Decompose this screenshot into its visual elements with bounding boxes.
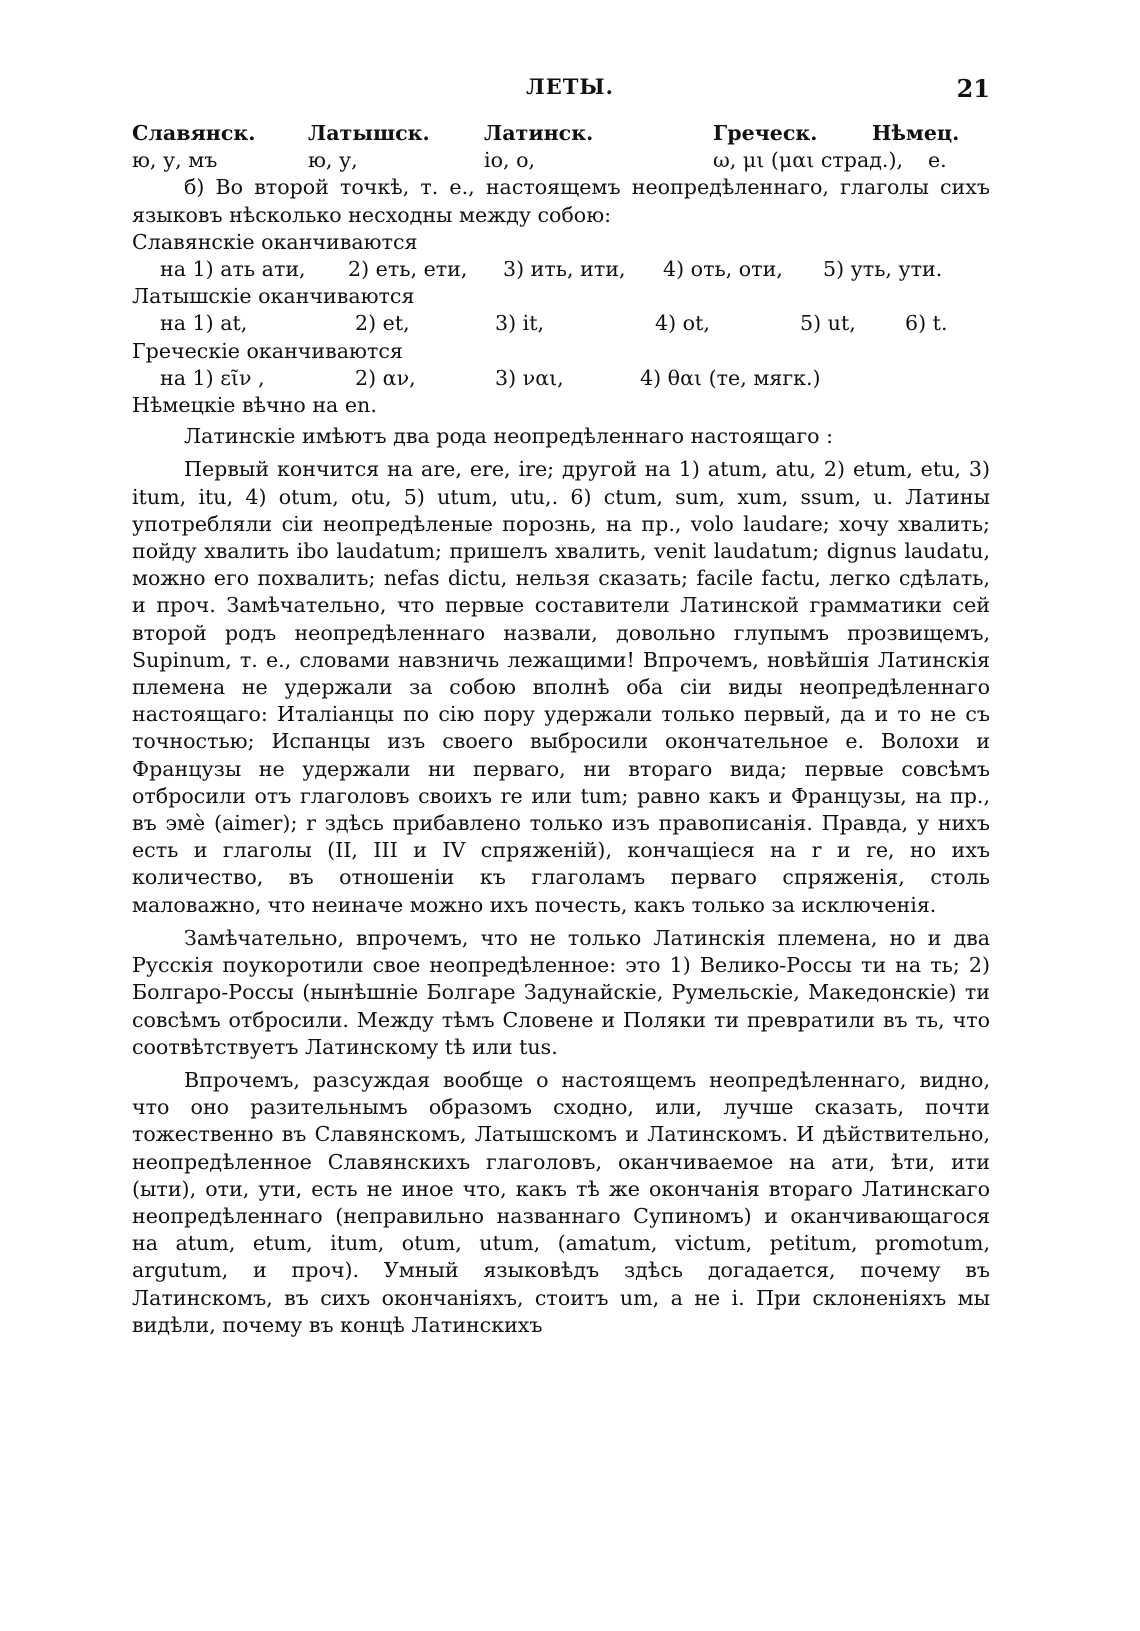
latvian-ending-6: 6) t. (905, 311, 948, 336)
page-header (0, 74, 1140, 104)
latvian-endings (132, 310, 990, 337)
value-greek: ω, μι (μαι страд.), (713, 148, 904, 173)
slavic-ending-5: 5) уть, ути. (823, 257, 943, 282)
value-german: e. (928, 148, 947, 173)
body-text (132, 120, 990, 1339)
german-line: Нѣмецкіе вѣчно на en. (132, 393, 377, 418)
slavic-label: Славянскіе оканчиваются (132, 229, 418, 254)
paragraph-3: Впрочемъ, разсуждая вообще о настоящемъ неопредѣленнаго, видно, что оно разительнымъ образомъ сходно, или, лучше сказать, почти тожественно въ Славянскомъ, Латышскомъ и Латинскомъ. И дѣйствительно, неопредѣленное Славянскихъ глаголовъ, оканчиваемое на ати, ѣти, ити (ыти), оти, ути, есть не иное что, какъ тѣ же окончанія втораго Латинскаго неопредѣленнаго (неправильно названнаго Супиномъ) и оканчивающагося на atum, etum, itum, otum, utum, (amatum, victum, petitum, promotum, argutum, и проч). Умный языковѣдъ здѣсь догадается, почему въ Латинскомъ, въ сихъ окончаніяхъ, стоитъ um, а не i. При склоненіяхъ мы видѣли, почему въ концѣ Латинскихъ (132, 1067, 990, 1337)
slavic-endings (132, 256, 990, 283)
language-headers (132, 120, 990, 147)
value-latvian: ю, у, (308, 148, 358, 173)
latvian-ending-5: 5) ut, (800, 311, 856, 336)
paragraph-1: Первый кончится на are, ere, ire; другой на 1) atum, atu, 2) etum, etu, 3) itum, itu, 4) otum, otu, 5) utum, utu,. 6) ctum, sum, xum, ssum, u. Латины употребляли сіи неопредѣленые порознь, на пр., volo laudare; хочу хвалить; пойду хвалить ibo laudatum; пришелъ хвалить, venit laudatum; dignus laudatu, можно его похвалить; nefas dictu, нельзя сказать; facile factu, легко сдѣлать, и проч. Замѣчательно, что первые составители Латинской грамматики сей второй родъ неопредѣленнаго назвали, довольно глупымъ прозвищемъ, Supinum, т. е., словами навзничь лежащими! Впрочемъ, новѣйшія Латинскія племена не удержали за собою вполнѣ оба сіи виды неопредѣленнаго настоящаго: Италіанцы по сію пору удержали только первый, да и то не съ точностью; Испанцы изъ своего выбросили окончательное e. Волохи и Французы не удержали ни перваго, ни втораго вида; первые совсѣмъ отбросили отъ глаголовъ своихъ re или tum; равно какъ и Французы, на пр., въ эмè (aimer); r здѣсь прибавлено только изъ правописанія. Правда, у нихъ есть и глаголы (II, III и IV спряженій), кончащіеся на r и re, но ихъ количество, въ отношеніи къ глаголамъ перваго спряженія, столь маловажно, что неиначе можно ихъ почесть, какъ только за исключенія. (132, 457, 990, 917)
paragraph-2: Замѣчательно, впрочемъ, что не только Латинскія племена, но и два Русскія поукоротили свое неопредѣленное: это 1) Велико-Россы ти на ть; 2) Болгаро-Россы (нынѣшніе Болгаре Задунайскіе, Румельскіе, Македонскіе) ти совсѣмъ отбросили. Между тѣмъ Словене и Поляки ти превратили въ ть, что соотвѣтствуетъ Латинскому tѣ или tus. (132, 925, 990, 1059)
latvian-ending-4: 4) ot, (655, 311, 710, 336)
greek-ending-2: 2) αν, (355, 365, 416, 390)
greek-ending-4: 4) θαι (те, мягк.) (640, 365, 821, 390)
slavic-ending-4: 4) оть, оти, (663, 257, 783, 282)
page-number: 21 (956, 74, 990, 103)
value-slavic: ю, у, мъ (132, 148, 218, 173)
greek-ending-3: 3) ναι, (495, 365, 564, 390)
slavic-ending-1: на 1) ать ати, (160, 257, 306, 282)
header-german: Нѣмец. (872, 121, 960, 145)
greek-label: Греческіе оканчиваются (132, 338, 403, 363)
latvian-ending-1: на 1) at, (160, 311, 248, 336)
language-values (132, 147, 990, 174)
slavic-ending-2: 2) еть, ети, (348, 257, 468, 282)
header-slavic: Славянск. (132, 121, 256, 145)
latvian-ending-2: 2) et, (355, 311, 410, 336)
section-b-intro: б) Во второй точкѣ, т. е., настоящемъ неопредѣленнаго, глаголы сихъ языковъ нѣсколько несходны между собою: (132, 175, 990, 227)
header-greek: Греческ. (713, 121, 818, 145)
value-latin: io, o, (484, 148, 536, 173)
header-latvian: Латышск. (308, 121, 430, 145)
latin-intro: Латинскіе имѣютъ два рода неопредѣленнаго настоящаго : (184, 424, 834, 449)
header-latin: Латинск. (484, 121, 594, 145)
greek-ending-1: на 1) εῖν , (160, 365, 265, 390)
latvian-label: Латышскіе оканчиваются (132, 284, 415, 309)
latvian-ending-3: 3) it, (495, 311, 545, 336)
running-title: ЛЕТЫ. (526, 74, 614, 99)
slavic-ending-3: 3) ить, ити, (503, 257, 626, 282)
greek-endings (132, 365, 990, 392)
